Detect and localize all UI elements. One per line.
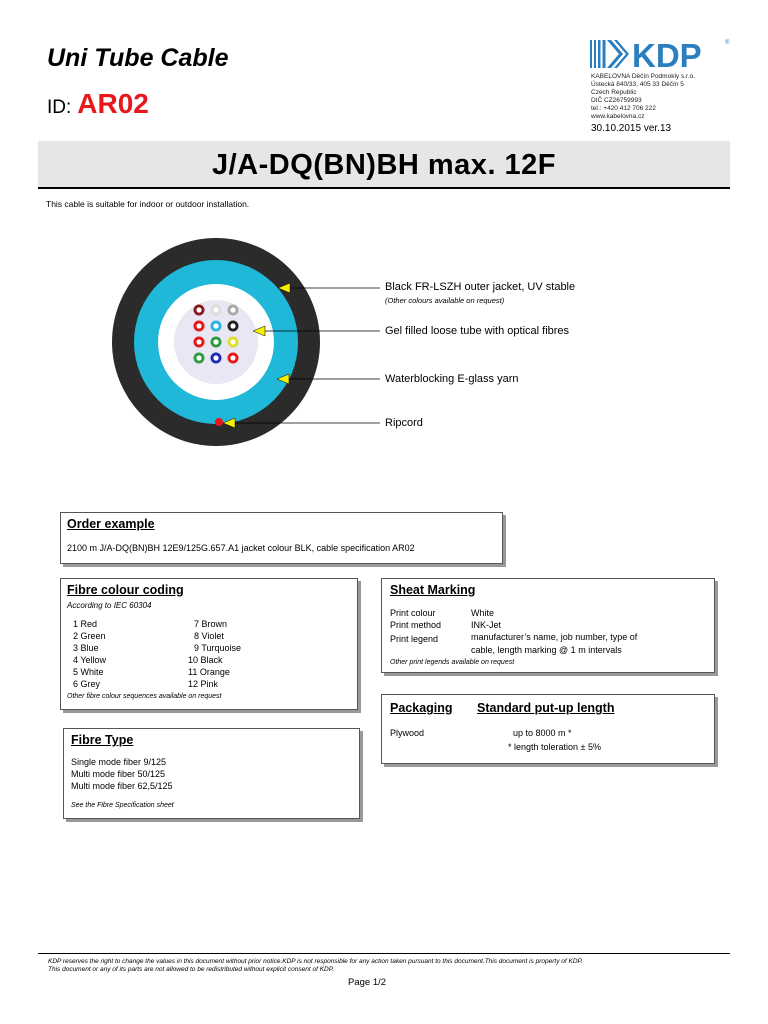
kdp-logo (590, 34, 735, 74)
document-title: Uni Tube Cable (47, 44, 229, 72)
marking-val-method: INK-Jet (471, 620, 502, 630)
fibre-type-note: See the Fibre Specification sheet (71, 802, 174, 809)
fibre-core-2 (213, 307, 218, 312)
cross-section-svg (0, 230, 768, 470)
fibre-core-10 (196, 355, 201, 360)
marking-key-legend: Print legend (390, 634, 439, 644)
date-version: 30.10.2015 ver.13 (591, 123, 672, 134)
colour-right-7: 7 Brown (194, 619, 228, 629)
packaging-type: Plywood (390, 728, 425, 738)
marking-heading: Sheat Marking (390, 583, 476, 597)
ripcord-dot (215, 418, 223, 426)
label-yarn: Waterblocking E-glass yarn (385, 373, 519, 385)
company-info: KABELOVNA Děčín Podmokly s.r.o. Ústecká 840/33, 405 33 Děčín 5 Czech Republic DIČ CZ26759993 tel.: +420 412 706 222 www.kabelovna.cz (591, 73, 696, 120)
footer-disclaimer: KDP reserves the right to change the values in this document without prior notice.KDP is not responsible for any action taken pursuant to this document.This document is property of KDP. This document or any of its parts are not allowed to be redistributed without explicit consent of KDP. (48, 958, 583, 973)
fibre-colour-note: Other fibre colour sequences available on request (67, 693, 222, 700)
colour-right-10: 10 Black (188, 655, 223, 665)
cable-cross-section (0, 230, 768, 470)
colour-left-4: 4 Yellow (73, 655, 107, 665)
fibre-core-4 (196, 323, 201, 328)
product-banner (38, 141, 730, 189)
packaging-length: up to 8000 m * (513, 728, 572, 738)
packaging-heading: Packaging (390, 701, 453, 715)
fibre-colour-heading: Fibre colour coding (67, 583, 184, 597)
footer-rule (38, 953, 730, 954)
marking-note: Other print legends available on request (390, 659, 515, 666)
fibre-core-12 (230, 355, 235, 360)
fibre-type-1: Single mode fiber 9/125 (71, 757, 167, 767)
order-example-box (60, 512, 503, 564)
colour-right-8: 8 Violet (194, 631, 224, 641)
intro-text: This cable is suitable for indoor or outdoor installation. (46, 199, 250, 209)
id-value: AR02 (77, 88, 149, 119)
svg-text:®: ® (725, 40, 730, 46)
label-jacket-note: (Other colours available on request) (385, 296, 505, 305)
colour-left-3: 3 Blue (73, 643, 99, 653)
fibre-core-11 (213, 355, 218, 360)
order-text: 2100 m J/A-DQ(BN)BH 12E9/125G.657.A1 jacket colour BLK, cable specification AR02 (67, 543, 415, 553)
fibre-core-3 (230, 307, 235, 312)
packaging-box (381, 694, 715, 764)
colour-left-6: 6 Grey (73, 679, 101, 689)
putup-heading: Standard put-up length (477, 701, 615, 715)
colour-right-11: 11 Orange (188, 667, 230, 677)
colour-right-12: 12 Pink (188, 679, 219, 689)
fibre-type-heading: Fibre Type (71, 733, 134, 747)
colour-left-5: 5 White (73, 667, 104, 677)
marking-val-legend-2: cable, length marking @ 1 m intervals (471, 645, 622, 655)
id-row (47, 88, 149, 120)
fibre-type-box (63, 728, 360, 819)
label-jacket: Black FR-LSZH outer jacket, UV stable (385, 281, 576, 293)
fibre-colour-box (60, 578, 358, 710)
page-number: Page 1/2 (348, 977, 387, 988)
fibre-core-1 (196, 307, 201, 312)
colour-right-9: 9 Turquoise (194, 643, 242, 653)
order-heading: Order example (67, 517, 155, 531)
fibre-core-9 (230, 339, 235, 344)
fibre-core-5 (213, 323, 218, 328)
marking-key-colour: Print colour (390, 608, 436, 618)
fibre-core-7 (196, 339, 201, 344)
fibre-type-3: Multi mode fiber 62,5/125 (71, 781, 173, 791)
logo-text: KDP (632, 37, 702, 74)
id-label: ID: (47, 97, 72, 118)
colour-left-1: 1 Red (73, 619, 98, 629)
fibre-core-8 (213, 339, 218, 344)
packaging-tolerance: * length toleration ± 5% (508, 742, 601, 752)
fibre-core-6 (230, 323, 235, 328)
label-tube: Gel filled loose tube with optical fibres (385, 325, 570, 337)
marking-key-method: Print method (390, 620, 442, 630)
fibre-type-2: Multi mode fiber 50/125 (71, 769, 166, 779)
marking-val-colour: White (471, 608, 495, 618)
fibre-colour-subheading: According to IEC 60304 (67, 601, 152, 610)
colour-left-2: 2 Green (73, 631, 106, 641)
sheath-marking-box (381, 578, 715, 673)
product-name: J/A-DQ(BN)BH max. 12F (211, 149, 557, 181)
label-ripcord: Ripcord (385, 417, 423, 429)
marking-val-legend: manufacturer’s name, job number, type of (471, 632, 638, 642)
